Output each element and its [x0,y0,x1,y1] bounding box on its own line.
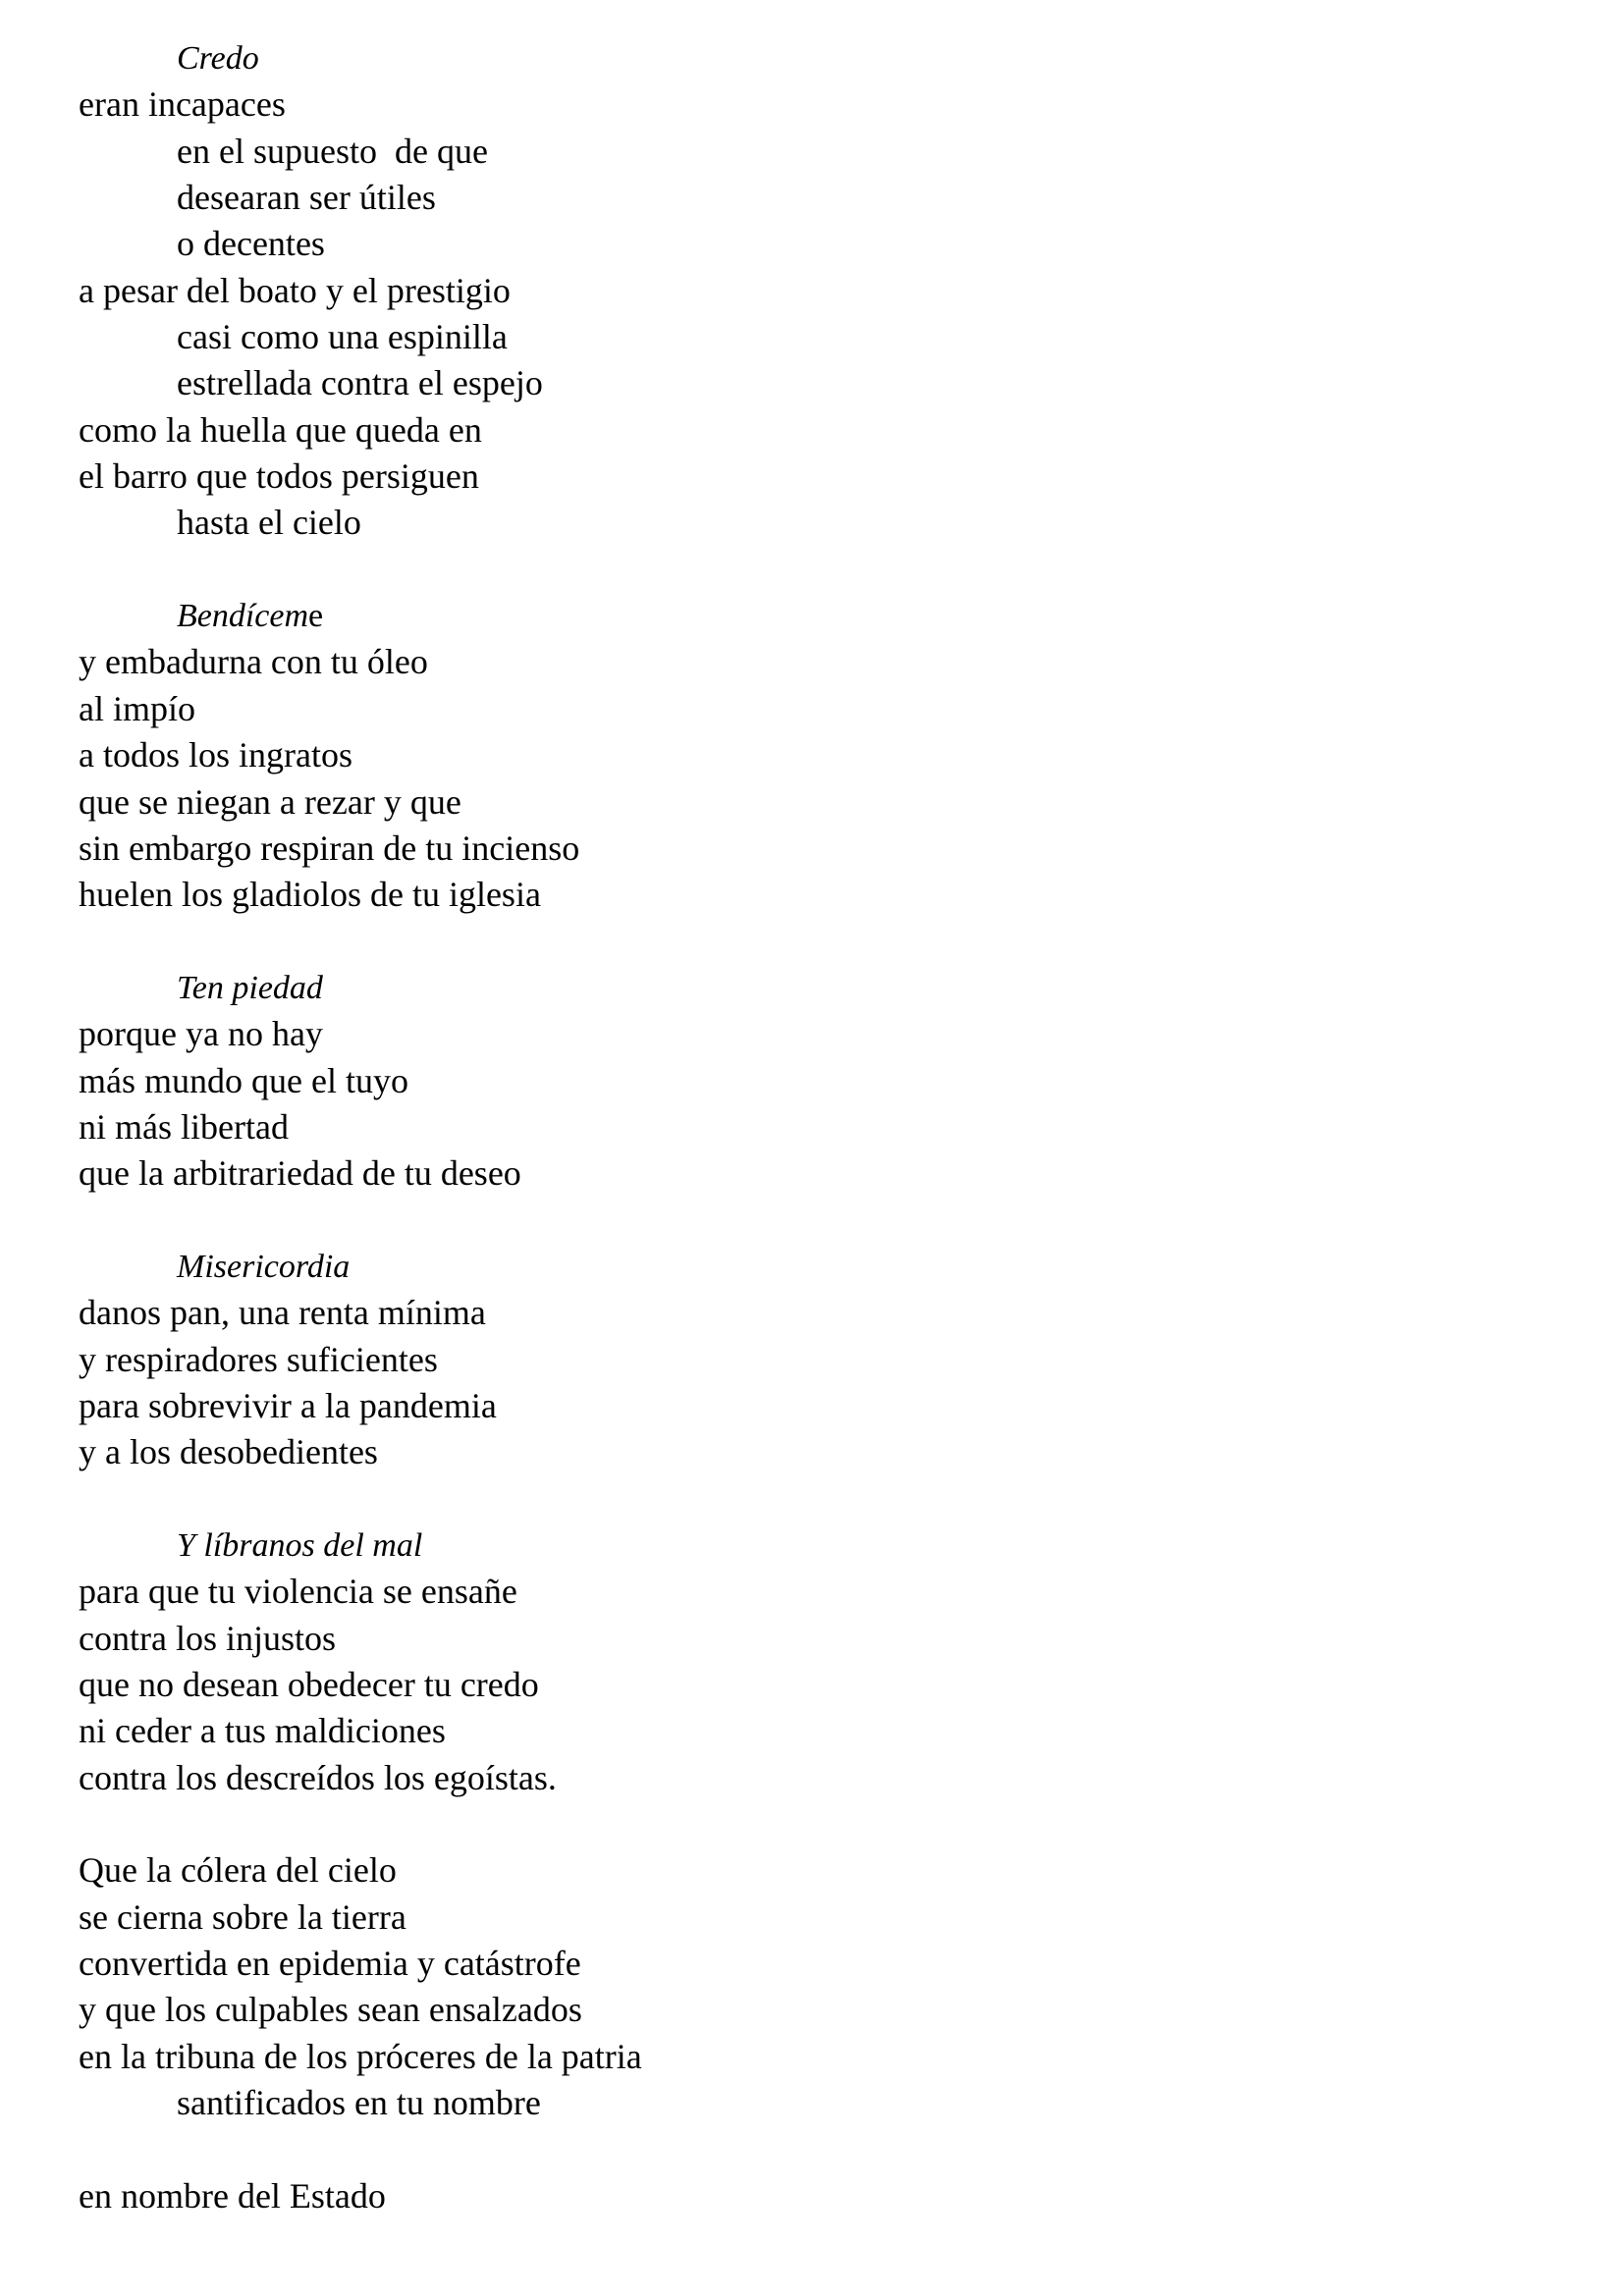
poem-line: y que los culpables sean ensalzados [79,1990,582,2030]
stanza-heading: Y líbranos del mal [177,1527,423,1564]
poem-line: danos pan, una renta mínima [79,1293,486,1333]
poem-line: hasta el cielo [177,503,361,543]
stanza-heading-italic: Bendícem [177,598,309,635]
poem-line: que no desean obedecer tu credo [79,1665,539,1705]
stanza-break [79,547,642,593]
poem-line: para que tu violencia se ensañe [79,1572,517,1612]
poem-line: el barro que todos persiguen [79,456,479,497]
poem-line: santificados en tu nombre [177,2083,541,2123]
poem-line: convertida en epidemia y catástrofe [79,1944,581,1984]
poem-line: ni ceder a tus maldiciones [79,1711,446,1751]
poem-line: a pesar del boato y el prestigio [79,270,511,310]
poem-line: se cierna sobre la tierra [79,1896,406,1937]
poem-line: y embadurna con tu óleo [79,642,428,682]
poem-line: como la huella que queda en [79,409,482,450]
poem-line: que la arbitrariedad de tu deseo [79,1153,521,1194]
poem-line: casi como una espinilla [177,317,508,357]
stanza-libranos [79,1522,642,1801]
poem-line: a todos los ingratos [79,735,352,775]
stanza-heading-tail: e [308,598,324,635]
poem [79,35,642,2219]
poem-line: en el supuesto de que [177,131,488,171]
poem-line: estrellada contra el espejo [177,363,543,403]
poem-line: más mundo que el tuyo [79,1060,408,1100]
poem-line: contra los injustos [79,1618,336,1658]
poem-line: Que la cólera del cielo [79,1850,397,1891]
stanza-break [79,1476,642,1522]
stanza-heading: Misericordia [177,1248,351,1285]
stanza-credo [79,35,642,547]
stanza-break [79,919,642,965]
poem-line: en nombre del Estado [79,2175,386,2216]
poem-line: eran incapaces [79,84,286,125]
stanza-colera [79,1847,642,2126]
stanza-heading [79,593,642,639]
stanza-bendiceme [79,593,642,918]
poem-line: desearan ser útiles [177,178,436,218]
stanza-closing [79,2173,642,2219]
stanza-break [79,1198,642,1244]
poem-line: en la tribuna de los próceres de la patria [79,2036,642,2076]
stanza-misericordia [79,1244,642,1476]
poem-line: y a los desobedientes [79,1432,378,1472]
poem-line: o decentes [177,224,325,264]
poem-line: sin embargo respiran de tu incienso [79,828,580,868]
poem-line: al impío [79,688,195,728]
poem-line: huelen los gladiolos de tu iglesia [79,875,541,915]
stanza-heading: Ten piedad [177,969,323,1006]
poem-line: porque ya no hay [79,1014,323,1054]
stanza-ten-piedad [79,965,642,1198]
poem-line: para sobrevivir a la pandemia [79,1385,497,1425]
poem-line: ni más libertad [79,1106,289,1147]
stanza-break [79,1801,642,1847]
poem-line: contra los descreídos los egoístas. [79,1757,557,1797]
stanza-heading: Credo [177,40,259,77]
poem-line: y respiradores suficientes [79,1339,438,1379]
poem-line: que se niegan a rezar y que [79,781,461,822]
stanza-break [79,2126,642,2172]
